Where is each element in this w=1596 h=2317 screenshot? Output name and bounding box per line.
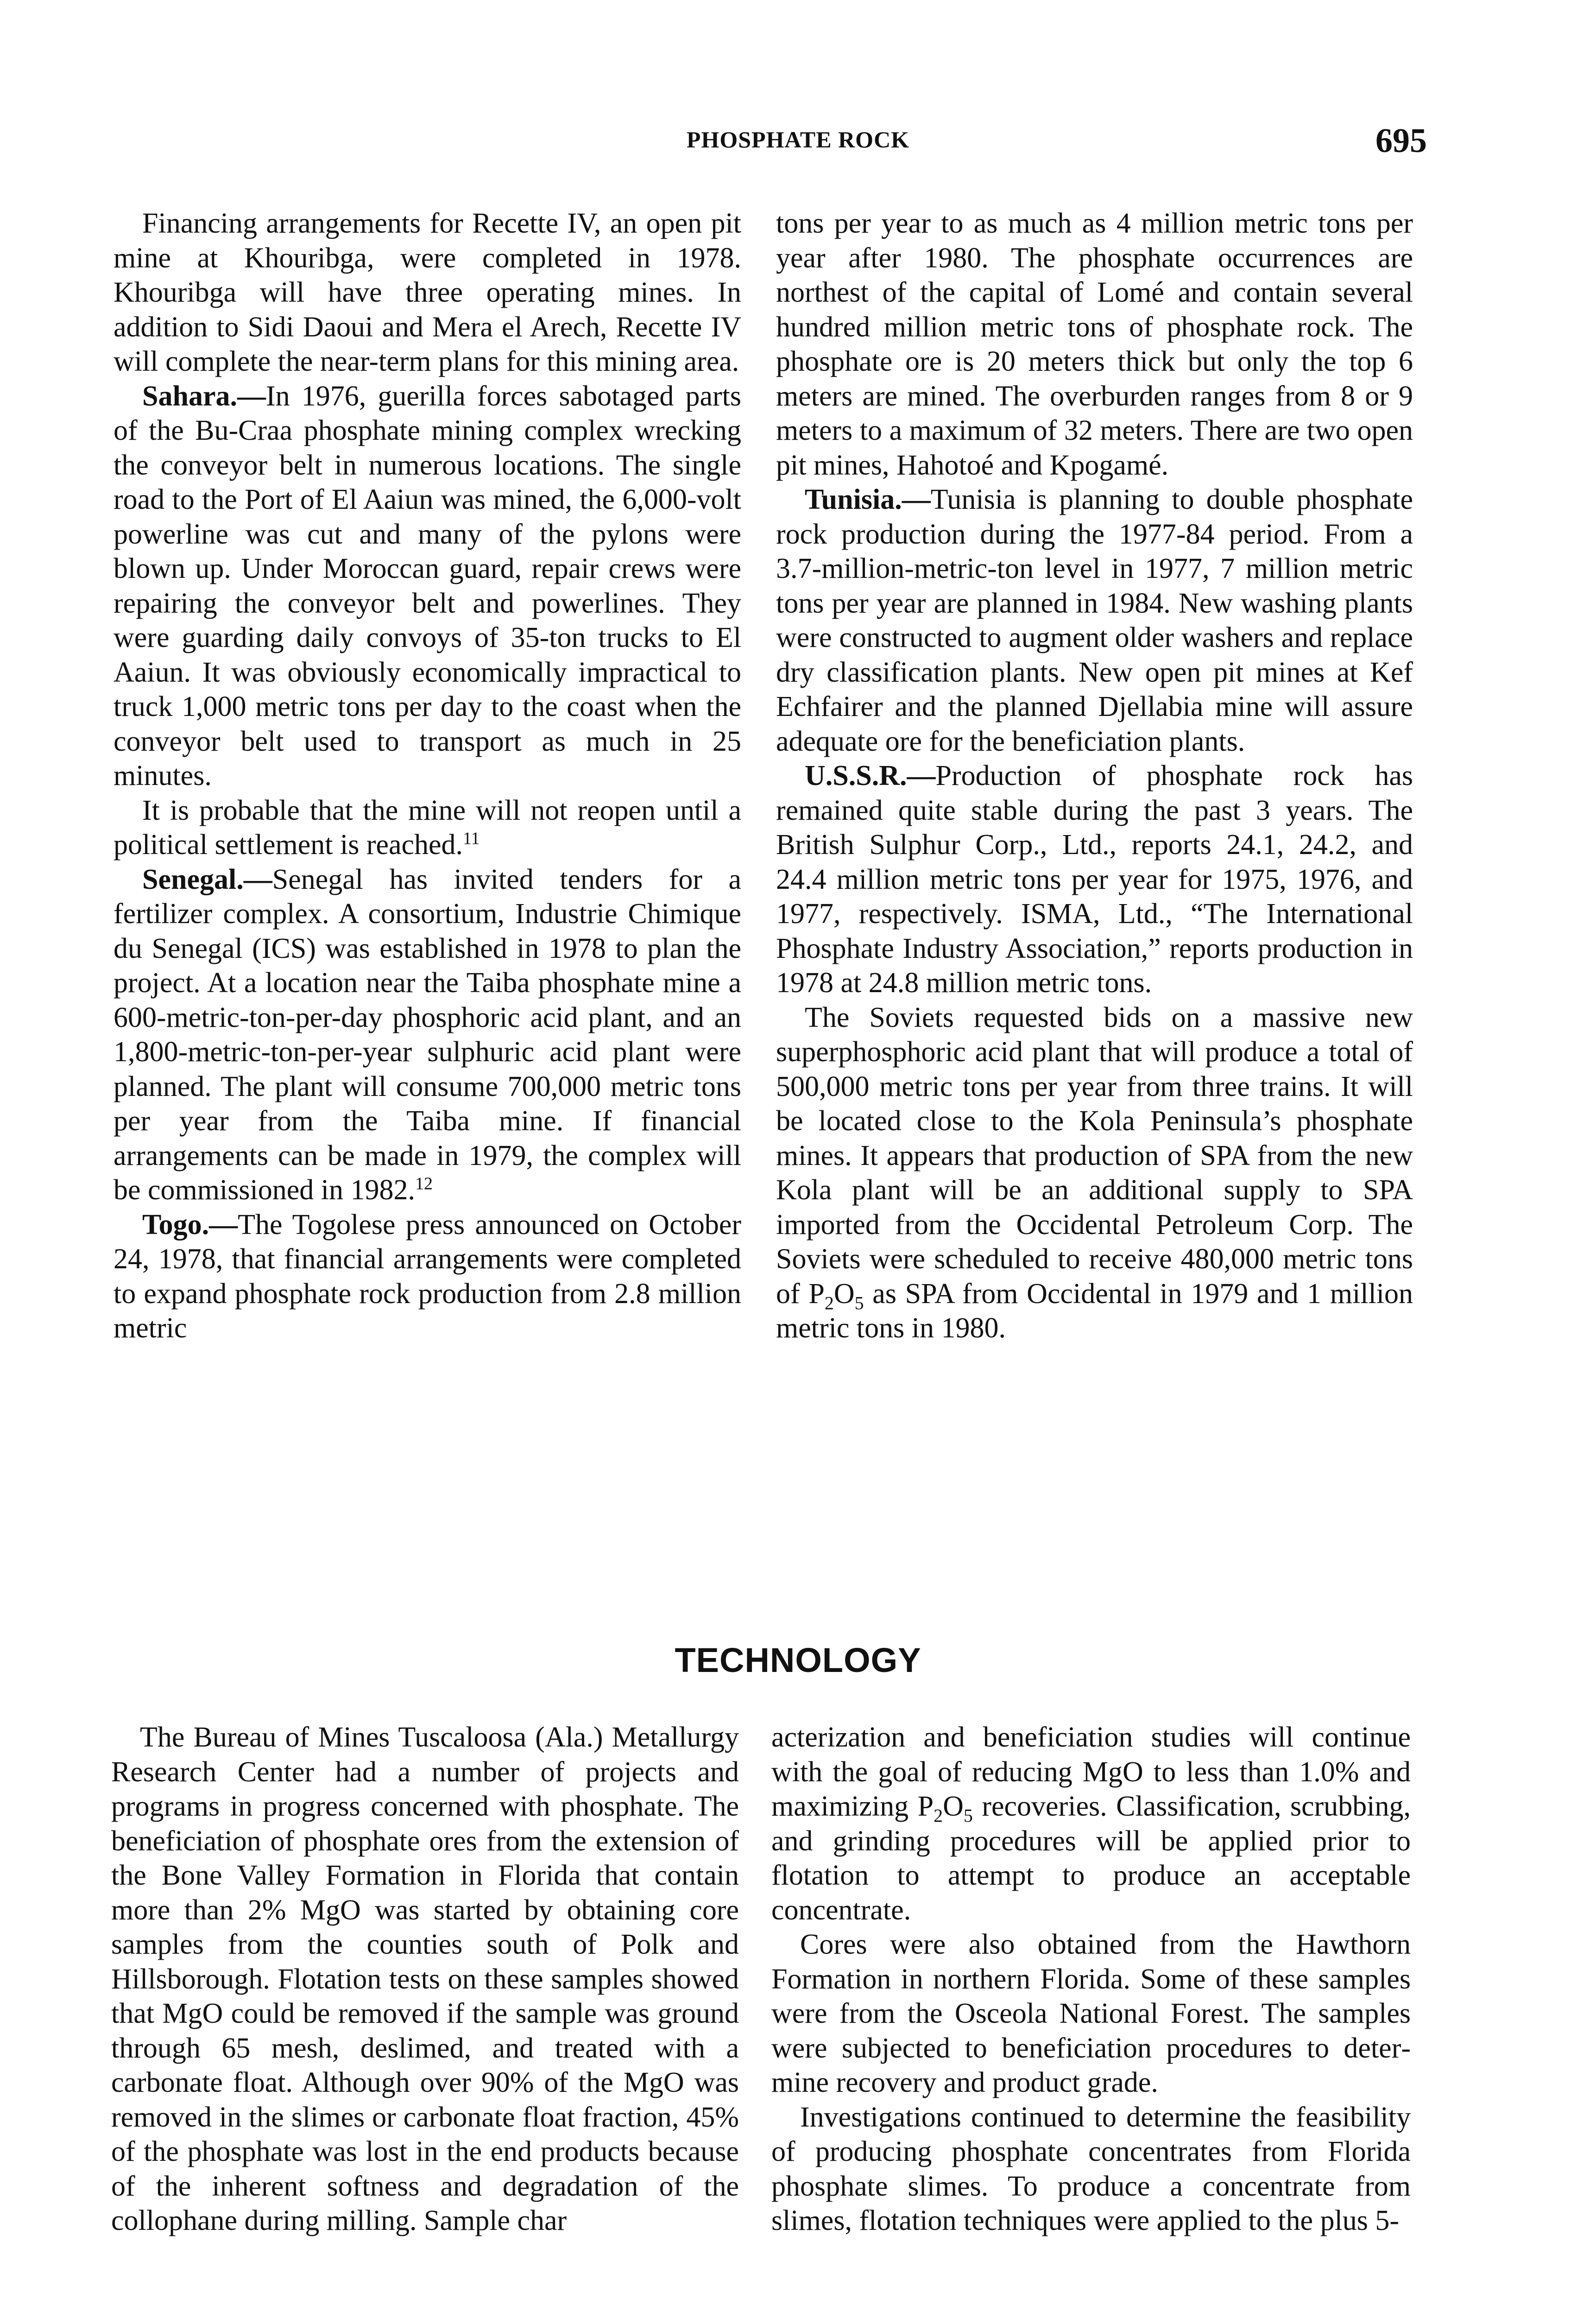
run-in-heading-sahara: Sahara.— xyxy=(142,380,266,412)
paragraph-settlement: It is probable that the mine will not reopen until a political settlement is reached.$^{11}$ xyxy=(114,794,741,861)
footnote-ref-11: 11 xyxy=(463,829,480,848)
run-in-heading-tunisia: Tunisia.— xyxy=(805,484,931,515)
paragraph-senegal: Senegal.—Senegal has invited tenders for a fertilizer complex. A consortium, Industrie Chimique du Senegal (ICS) was established in 1978 to plan the project. At a location near the Taiba phosphate mine a 600-metric-ton-per-day phosphoric acid plant, and an 1,800-metric-ton-per-year sulphuric acid plant were planned. The plant will consume 700,000 metric tons per year from the Taiba mine. If financial arrangements can be made in 1979, the complex will be commissioned in 1982.12 xyxy=(114,863,741,1206)
running-head: PHOSPHATE ROCK xyxy=(686,127,910,152)
paragraph-slimes-investigation: Investigations continued to determine the feasibility of producing phosphate concentrates from Florida phosphate slimes. To produce a concentrate from slimes, flotation techniques were applied to the plus 5- xyxy=(771,2101,1411,2236)
left-column-top xyxy=(114,206,741,1346)
paragraph-soviet-spa: The Soviets requested bids on a massive new superphosphoric acid plant that will produce a total of 500,000 metric tons per year from three trains. It will be located close to the Kola Peninsula’s phosphate mines. It appears that production of SPA from the new Kola plant will be an additional supply to SPA imported from the Occidental Petroleum Corp. The Soviets were scheduled to receive 480,000 metric tons of $P_2O_5$ as SPA from Occidental in 1979 and 1 million metric tons in 1980. xyxy=(776,1001,1413,1344)
paragraph-recette: Financing arrangements for Recette IV, an open pit mine at Khouribga, were completed in 1978. Khouribga will have three operating mines. In addition to Sidi Daoui and Mera el Arech, Recette IV will complete the near-term plans for this mining area. xyxy=(114,208,741,377)
right-column-top xyxy=(776,206,1413,1346)
page-number: 695 xyxy=(1375,122,1427,160)
run-in-heading-senegal: Senegal.— xyxy=(142,863,272,895)
right-column-bottom xyxy=(771,1720,1411,2238)
left-column-bottom xyxy=(111,1720,739,2238)
paragraph-hawthorn-cores: Cores were also obtained from the Hawthorn Formation in northern Florida. Some of these samples were from the Osceola National Forest. The samples were subjected to beneficiation procedures to determine recovery and product grade. xyxy=(771,1929,1411,2098)
paragraph-sahara: Sahara.—In 1976, guerilla forces sabotaged parts of the Bu-Craa phosphate mining complex wrecking the conveyor belt in numerous locations. The single road to the Port of El Aaiun was mined, the 6,000-volt powerline was cut and many of the pylons were blown up. Under Moroccan guard, repair crews were repairing the conveyor belt and powerlines. They were guarding daily convoys of 35-ton trucks to El Aaiun. It was obviously economically impractical to truck 1,000 metric tons per day to the coast when the conveyor belt used to transport as much in 25 minutes. xyxy=(114,380,741,791)
footnote-ref-12: 12 xyxy=(415,1174,433,1194)
paragraph-tunisia: Tunisia.—Tunisia is planning to double phosphate rock production during the 1977-84 period. From a 3.7-million-metric-ton level in 1977, 7 million metric tons per year are planned in 1984. New washing plants were constructed to augment older washers and replace dry classification plants. New open pit mines at Kef Echfairer and the planned Djellabia mine will assure adequate ore for the beneficiation plants. xyxy=(776,484,1413,757)
paragraph-ussr: U.S.S.R.—Production of phosphate rock has remained quite stable during the past 3 years. The British Sulphur Corp., Ltd., reports 24.1, 24.2, and 24.4 million metric tons per year for 1975, 1976, and 1977, respectively. ISMA, Ltd., “The International Phosphate Industry Association,” reports production in 1978 at 24.8 million metric tons. xyxy=(776,760,1413,999)
section-title-technology: TECHNOLOGY xyxy=(675,1641,921,1679)
run-in-heading-ussr: U.S.S.R.— xyxy=(805,760,936,791)
paragraph-togo: Togo.—The Togolese press announced on October 24, 1978, that financial arrangements were completed to expand phosphate rock production from 2.8 million metric xyxy=(114,1209,741,1344)
paragraph-characterization-continued: acterization and beneficiation studies will continue with the goal of reducing MgO to less than 1.0% and maximizing $P_2O_5$ recoveries. Classification, scrubbing, and grinding procedures will be applied prior to flotation to attempt to produce an acceptable concentrate. xyxy=(771,1722,1411,1926)
paragraph-togo-continued: tons per year to as much as 4 million metric tons per year after 1980. The phosphate occurrences are northest of the capital of Lomé and contain several hundred million metric tons of phosphate rock. The phosphate ore is 20 meters thick but only the top 6 meters are mined. The overburden ranges from 8 or 9 meters to a maximum of 32 meters. There are two open pit mines, Hahotoé and Kpogamé. xyxy=(776,208,1413,481)
paragraph-bureau-of-mines: The Bureau of Mines Tuscaloosa (Ala.) Metallurgy Research Center had a number of projects and programs in progress concerned with phosphate. The beneficiation of phosphate ores from the extension of the Bone Valley Formation in Florida that contain more than 2% MgO was started by obtaining core samples from the counties south of Polk and Hillsborough. Flotation tests on these samples showed that MgO could be removed if the sample was ground through 65 mesh, deslimed, and treated with a carbonate float. Although over 90% of the MgO was removed in the slimes or carbonate float fraction, 45% of the phosphate was lost in the end products because of the inherent softness and degradation of the collophane during milling. Sample char xyxy=(111,1722,739,2236)
run-in-heading-togo: Togo.— xyxy=(142,1209,238,1241)
